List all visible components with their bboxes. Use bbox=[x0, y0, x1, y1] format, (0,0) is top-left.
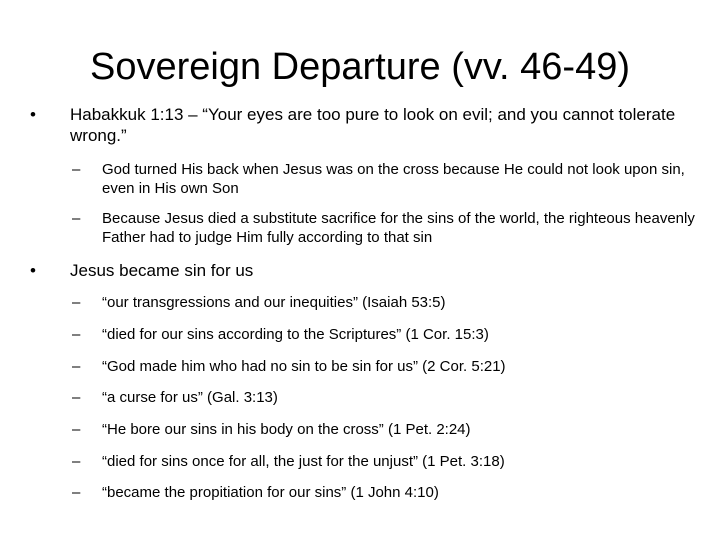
dash-icon: – bbox=[72, 161, 81, 178]
sub-bullet-point bbox=[72, 209, 702, 247]
sub-bullet-text: “became the propitiation for our sins” (1 John 4:10) bbox=[102, 484, 439, 501]
dash-icon: – bbox=[72, 453, 81, 470]
sub-bullet-text: “He bore our sins in his body on the cross” (1 Pet. 2:24) bbox=[102, 421, 471, 438]
bullet-point bbox=[30, 260, 695, 281]
bullet-text: Jesus became sin for us bbox=[70, 261, 254, 280]
bullet-icon: • bbox=[30, 261, 36, 280]
dash-icon: – bbox=[72, 358, 81, 375]
sub-bullet-text: “died for sins once for all, the just for the unjust” (1 Pet. 3:18) bbox=[102, 453, 505, 470]
sub-bullet-text: “God made him who had no sin to be sin for us” (2 Cor. 5:21) bbox=[102, 358, 506, 375]
bullet-point bbox=[30, 104, 695, 146]
dash-icon: – bbox=[72, 294, 81, 311]
dash-icon: – bbox=[72, 210, 81, 227]
sub-bullet-point bbox=[72, 388, 702, 407]
sub-bullet-point bbox=[72, 357, 702, 376]
sub-bullet-text: God turned His back when Jesus was on the cross because He could not look upon sin, even in His own Son bbox=[102, 161, 685, 197]
dash-icon: – bbox=[72, 389, 81, 406]
sub-bullet-text: Because Jesus died a substitute sacrifice for the sins of the world, the righteous heavenly Father had to judge Him fully according to that sin bbox=[102, 210, 695, 246]
dash-icon: – bbox=[72, 421, 81, 438]
sub-bullet-point bbox=[72, 420, 702, 439]
sub-bullet-point bbox=[72, 483, 702, 502]
dash-icon: – bbox=[72, 484, 81, 501]
slide-title: Sovereign Departure (vv. 46-49) bbox=[90, 46, 630, 88]
bullet-icon: • bbox=[30, 105, 36, 124]
bullet-text: Habakkuk 1:13 – “Your eyes are too pure to look on evil; and you cannot tolerate wrong.” bbox=[70, 105, 676, 145]
sub-bullet-text: “a curse for us” (Gal. 3:13) bbox=[102, 389, 278, 406]
sub-bullet-text: “died for our sins according to the Scriptures” (1 Cor. 15:3) bbox=[102, 326, 489, 343]
sub-bullet-point bbox=[72, 160, 702, 198]
dash-icon: – bbox=[72, 326, 81, 343]
sub-bullet-text: “our transgressions and our inequities” (Isaiah 53:5) bbox=[102, 294, 446, 311]
sub-bullet-point bbox=[72, 325, 702, 344]
sub-bullet-point bbox=[72, 452, 702, 471]
sub-bullet-point bbox=[72, 293, 702, 312]
